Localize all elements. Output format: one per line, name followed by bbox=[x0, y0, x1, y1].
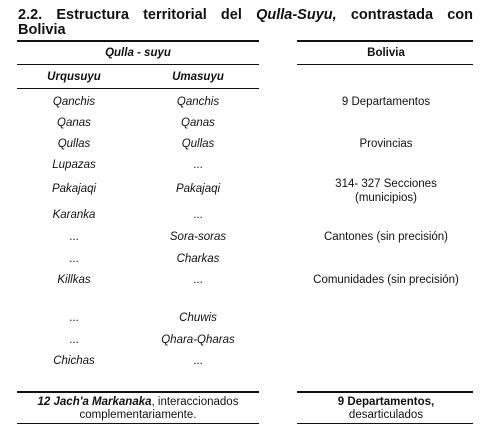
urqusuyu-cell: ... bbox=[69, 334, 79, 346]
footer-left-rest: , interaccionados bbox=[151, 396, 239, 408]
subheader-urqusuyu: Urqusuyu bbox=[47, 71, 101, 83]
urqusuyu-cell: Qullas bbox=[57, 138, 91, 150]
bolivia-cell: 314- 327 Secciones bbox=[335, 178, 437, 190]
top-rule-right bbox=[297, 40, 473, 42]
title-prefix: 2.2. Estructura territorial del bbox=[18, 7, 257, 23]
urqusuyu-cell: Killkas bbox=[57, 274, 91, 286]
urqusuyu-cell: ... bbox=[69, 312, 79, 324]
urqusuyu-cell: Qanchis bbox=[52, 96, 96, 108]
umasuyu-cell: Pakajaqi bbox=[175, 183, 221, 195]
subheader-umasuyu: Umasuyu bbox=[172, 71, 224, 83]
footer-right-line2: desarticulados bbox=[348, 409, 424, 421]
footer-bolivia bbox=[298, 396, 474, 422]
umasuyu-cell: Chuwis bbox=[179, 312, 217, 324]
title-italic: Qulla-Suyu, bbox=[256, 7, 337, 23]
umasuyu-cell: ... bbox=[193, 209, 203, 221]
footer-right-line1: 9 Departamentos, bbox=[337, 396, 435, 408]
header-rule-left bbox=[17, 64, 259, 65]
umasuyu-cell: Qhara-Qharas bbox=[161, 334, 235, 346]
subheader-rule bbox=[17, 88, 259, 89]
urqusuyu-cell: Pakajaqi bbox=[51, 183, 97, 195]
umasuyu-cell: ... bbox=[193, 355, 203, 367]
umasuyu-cell: Sora-soras bbox=[169, 231, 227, 243]
bottom-rule-left bbox=[17, 423, 259, 424]
urqusuyu-cell: ... bbox=[69, 253, 79, 265]
umasuyu-cell: Qullas bbox=[181, 138, 215, 150]
urqusuyu-cell: Chichas bbox=[53, 355, 95, 367]
footer-rule-left bbox=[17, 391, 259, 393]
urqusuyu-cell: Lupazas bbox=[52, 159, 96, 171]
footer-qulla-suyu bbox=[18, 396, 258, 422]
umasuyu-cell: ... bbox=[193, 159, 203, 171]
title-line2: Bolivia bbox=[18, 22, 66, 38]
bolivia-cell: Comunidades (sin precisión) bbox=[313, 274, 459, 286]
umasuyu-cell: Charkas bbox=[176, 253, 220, 265]
bolivia-cell: Provincias bbox=[359, 138, 413, 150]
footer-left-line2: complementariamente. bbox=[79, 409, 197, 421]
umasuyu-cell: Qanas bbox=[181, 117, 215, 129]
bolivia-cell: 9 Departamentos bbox=[341, 96, 431, 108]
footer-rule-right bbox=[297, 391, 473, 393]
urqusuyu-cell: ... bbox=[69, 231, 79, 243]
section-title bbox=[18, 8, 473, 38]
header-qulla-suyu: Qulla - suyu bbox=[105, 47, 171, 59]
header-rule-right bbox=[297, 64, 473, 65]
umasuyu-cell: ... bbox=[193, 274, 203, 286]
header-bolivia: Bolivia bbox=[367, 47, 405, 59]
top-rule-left bbox=[17, 40, 259, 42]
title-suffix: contrastada con bbox=[336, 7, 474, 23]
bolivia-cell: Cantones (sin precisión) bbox=[323, 231, 449, 243]
footer-left-bold: 12 Jach'a Markanaka bbox=[37, 396, 152, 408]
urqusuyu-cell: Karanka bbox=[52, 209, 96, 221]
bolivia-cell-line2: (municipios) bbox=[355, 192, 417, 204]
bottom-rule-right bbox=[297, 423, 473, 424]
urqusuyu-cell: Qanas bbox=[57, 117, 91, 129]
umasuyu-cell: Qanchis bbox=[176, 96, 220, 108]
